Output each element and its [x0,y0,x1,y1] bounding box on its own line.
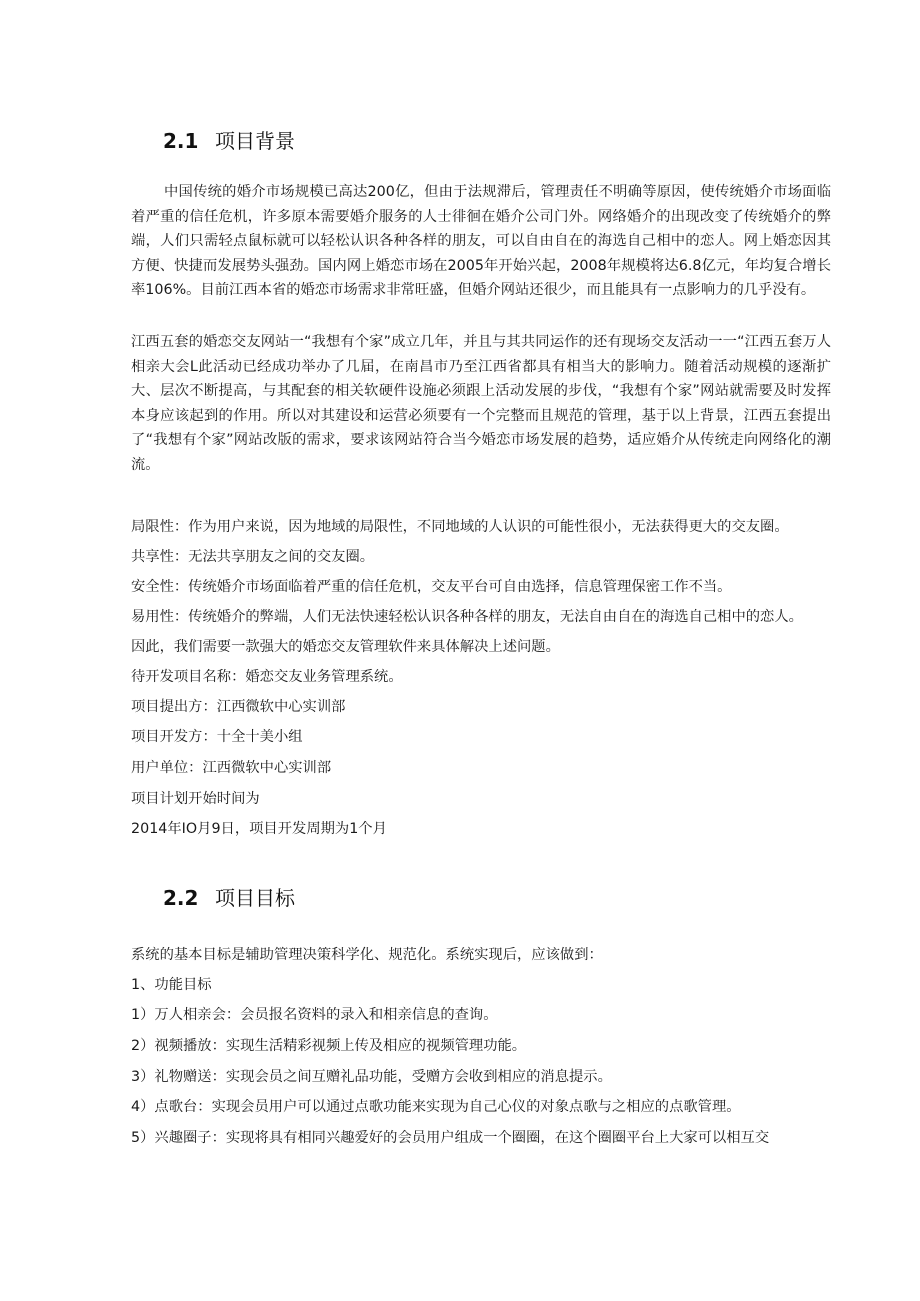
text-line: 易用性：传统婚介的弊端，人们无法快速轻松认识各种各样的朋友，无法自由自在的海选自己相中的恋人。 [131,609,803,625]
section-heading-2-1 [163,125,295,154]
background-paragraph-1: 中国传统的婚介市场规模已高达200亿，但由于法规滞后，管理责任不明确等原因，使传统婚介市场面临着严重的信任危机，许多原本需要婚介服务的人士徘徊在婚介公司门外。网络婚介的出现改变了传统婚介的弊端，人们只需轻点鼠标就可以轻松认识各种各样的朋友，可以自由自在的海选自己相中的恋人。网上婚恋因其方便、快捷而发展势头强劲。国内网上婚恋市场在2005年开始兴起，2008年规模将达6.8亿元，年均复合增长率106%。目前江西本省的婚恋市场需求非常旺盛，但婚介网站还很少，而且能具有一点影响力的几乎没有。 [131,184,831,298]
list-item: 4）点歌台：实现会员用户可以通过点歌功能来实现为自己心仪的对象点歌与之相应的点歌管理。 [131,1099,741,1115]
list-item: 3）礼物赠送：实现会员之间互赠礼品功能，受赠方会收到相应的消息提示。 [131,1069,612,1085]
text-line: 系统的基本目标是辅助管理决策科学化、规范化。系统实现后，应该做到： [131,947,603,963]
list-item: 1）万人相亲会：会员报名资料的录入和相亲信息的查询。 [131,1007,498,1023]
list-item: 5）兴趣圈子：实现将具有相同兴趣爱好的会员用户组成一个圈圈，在这个圈圈平台上大家可以相互交 [131,1130,770,1146]
text-line: 共享性：无法共享朋友之间的交友圈。 [131,549,375,565]
text-line: 项目提出方：江西微软中心实训部 [131,699,346,715]
text-line: 因此，我们需要一款强大的婚恋交友管理软件来具体解决上述问题。 [131,639,560,655]
text-line: 局限性：作为用户来说，因为地域的局限性，不同地域的人认识的可能性很小，无法获得更大的交友圈。 [131,519,789,535]
text-line: 安全性：传统婚介市场面临着严重的信任危机，交友平台可自由选择，信息管理保密工作不当。 [131,579,732,595]
text-line: 用户单位：江西微软中心实训部 [131,760,332,776]
text-line: 项目开发方：十全十美小组 [131,729,303,745]
background-paragraph-2: 江西五套的婚恋交友网站一“我想有个家”成立几年，并且与其共同运作的还有现场交友活动一一“江西五套万人相亲大会L此活动已经成功举办了几届，在南昌市乃至江西省都具有相当大的影响力。随着活动规模的逐渐扩大、层次不断提高，与其配套的相关软硬件设施必须跟上活动发展的步伐，“我想有个家”网站就需要及时发挥本身应该起到的作用。所以对其建设和运营必须要有一个完整而且规范的管理，基于以上背景，江西五套提出了“我想有个家”网站改版的需求，要求该网站符合当今婚恋市场发展的趋势，适应婚介从传统走向网络化的潮流。 [131,334,831,473]
section-title: 项目背景 [215,129,295,153]
section-heading-2-2 [163,882,295,911]
text-line: 项目计划开始时间为 [131,791,260,807]
list-heading: 1、功能目标 [131,977,212,993]
text-line: 2014年IO月9日，项目开发周期为1个月 [131,821,387,837]
list-item: 2）视频播放：实现生活精彩视频上传及相应的视频管理功能。 [131,1038,527,1054]
section-number: 2.1 [163,129,199,153]
text-line: 待开发项目名称：婚恋交友业务管理系统。 [131,669,403,685]
section-number: 2.2 [163,886,199,910]
section-title: 项目目标 [215,886,295,910]
